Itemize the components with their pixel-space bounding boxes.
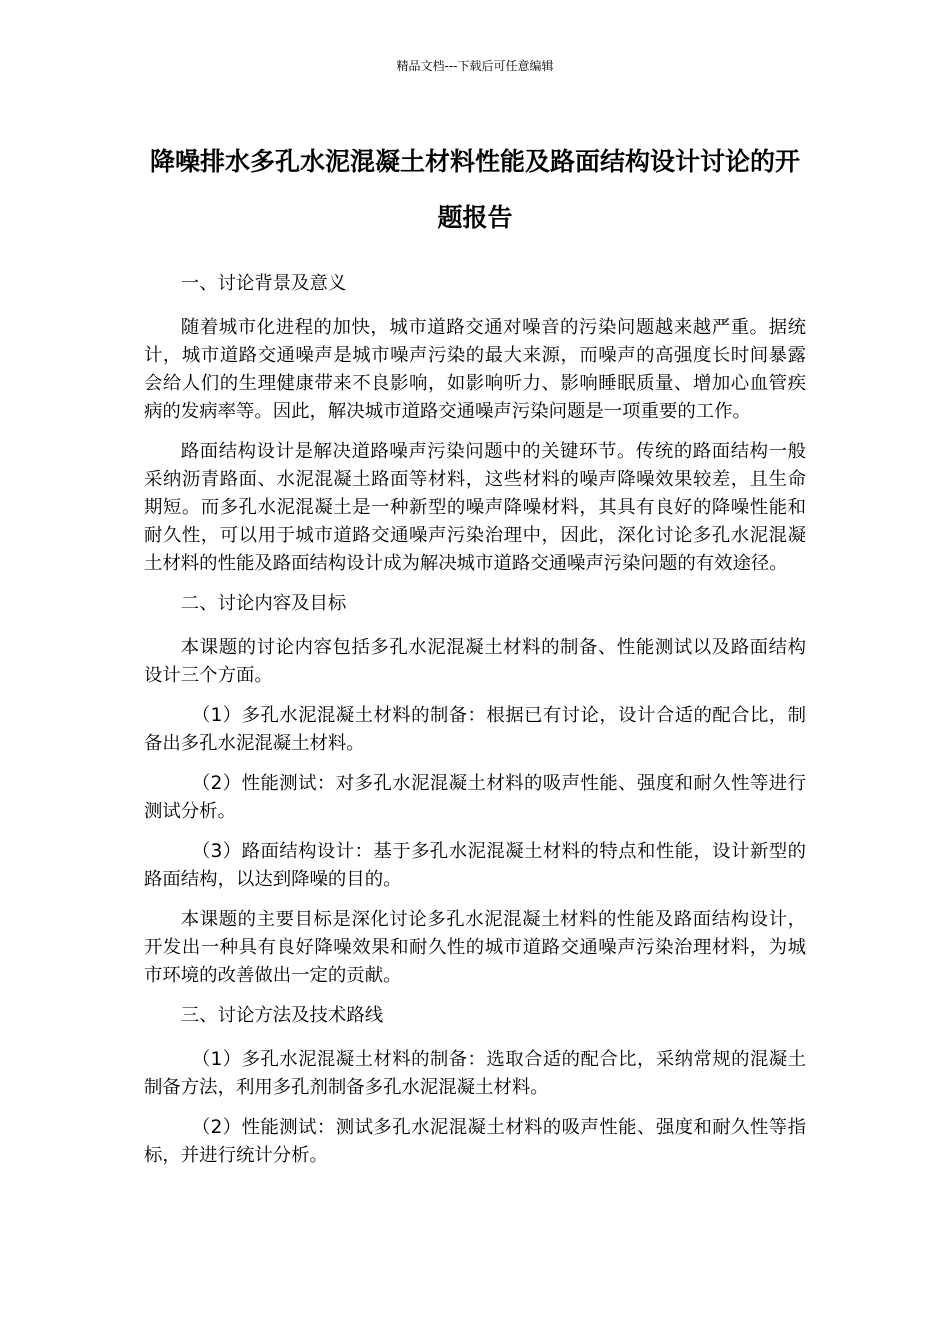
document-title: 降噪排水多孔水泥混凝土材料性能及路面结构设计讨论的开题报告 xyxy=(149,147,800,232)
paragraph-research-content: 本课题的讨论内容包括多孔水泥混凝土材料的制备、性能测试以及路面结构设计三个方面。 xyxy=(144,637,806,686)
document-body xyxy=(144,270,806,1182)
list-item-road-design: （3）路面结构设计：基于多孔水泥混凝土材料的特点和性能，设计新型的路面结构，以达到降噪的目的。 xyxy=(144,841,806,890)
list-item-method-preparation: （1）多孔水泥混凝土材料的制备：选取合适的配合比，采纳常规的混凝土制备方法，利用多孔剂制备多孔水泥混凝土材料。 xyxy=(144,1049,806,1098)
paragraph-main-goal: 本课题的主要目标是深化讨论多孔水泥混凝土材料的性能及路面结构设计，开发出一种具有良好降噪效果和耐久性的城市道路交通噪声污染治理材料，为城市环境的改善做出一定的贡献。 xyxy=(144,909,806,986)
list-item-performance-test: （2）性能测试：对多孔水泥混凝土材料的吸声性能、强度和耐久性等进行测试分析。 xyxy=(144,773,806,822)
section-heading-content-goals: 二、讨论内容及目标 xyxy=(180,593,347,614)
header-note: 精品文档---下载后可任意编辑 xyxy=(396,59,554,73)
list-item-method-testing: （2）性能测试：测试多孔水泥混凝土材料的吸声性能、强度和耐久性等指标，并进行统计分析。 xyxy=(144,1117,806,1166)
section-heading-background: 一、讨论背景及意义 xyxy=(180,273,347,294)
paragraph-road-structure: 路面结构设计是解决道路噪声污染问题中的关键环节。传统的路面结构一般采纳沥青路面、水泥混凝土路面等材料，这些材料的噪声降噪效果较差，且生命期短。而多孔水泥混凝土是一种新型的噪声降噪材料，其具有良好的降噪性能和耐久性，可以用于城市道路交通噪声污染治理中，因此，深化讨论多孔水泥混凝土材料的性能及路面结构设计成为解决城市道路交通噪声污染问题的有效途径。 xyxy=(144,441,806,574)
section-heading-methods: 三、讨论方法及技术路线 xyxy=(180,1005,384,1026)
list-item-preparation: （1）多孔水泥混凝土材料的制备：根据已有讨论，设计合适的配合比，制备出多孔水泥混凝土材料。 xyxy=(144,705,806,754)
paragraph-background: 随着城市化进程的加快，城市道路交通对噪音的污染问题越来越严重。据统计，城市道路交通噪声是城市噪声污染的最大来源，而噪声的高强度长时间暴露会给人们的生理健康带来不良影响，如影响听力、影响睡眠质量、增加心血管疾病的发病率等。因此，解决城市道路交通噪声污染问题是一项重要的工作。 xyxy=(144,317,806,422)
